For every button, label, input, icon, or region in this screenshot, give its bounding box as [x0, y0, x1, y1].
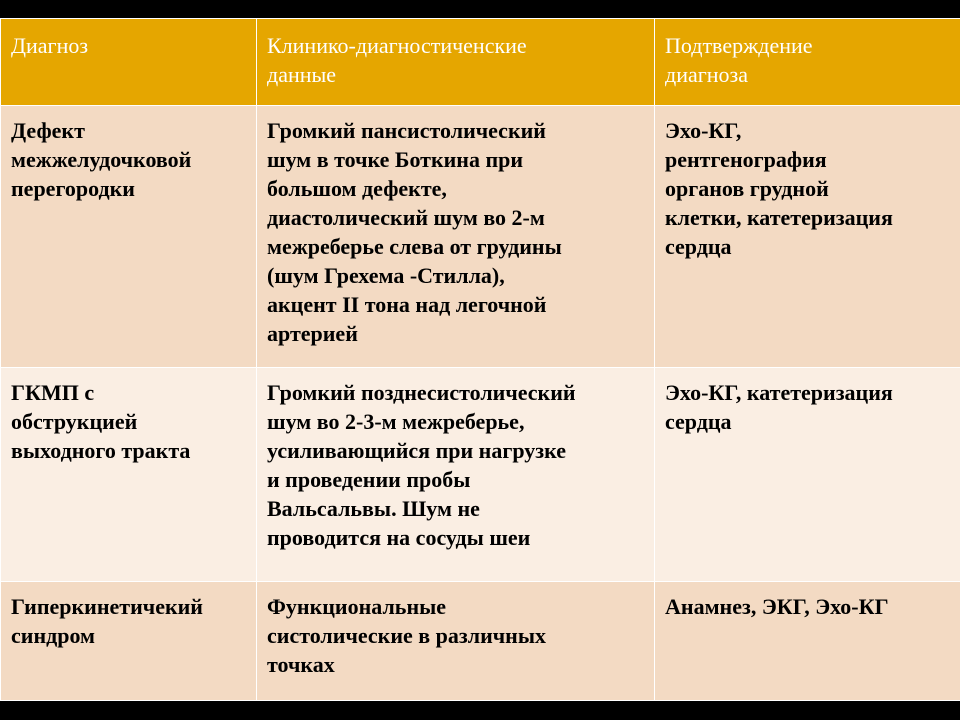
header-diagnosis: Диагноз: [1, 19, 257, 106]
cell-confirmation: Анамнез, ЭКГ, Эхо-КГ: [655, 582, 960, 701]
table-row: [1, 368, 960, 582]
cell-diagnosis: ГКМП с обструкцией выходного тракта: [1, 368, 257, 582]
cell-diagnosis: Гиперкинетичекий синдром: [1, 582, 257, 701]
table-row: [1, 582, 960, 701]
cell-confirmation: Эхо-КГ, рентгенография органов грудной клетки, катетеризация сердца: [655, 106, 960, 368]
table-row: [1, 106, 960, 368]
cell-confirmation: Эхо-КГ, катетеризация сердца: [655, 368, 960, 582]
cell-clinical-data: Функциональные систолические в различных точках: [257, 582, 655, 701]
header-clinical-data: Клинико-диагностиченские данные: [257, 19, 655, 106]
cell-diagnosis: Дефект межжелудочковой перегородки: [1, 106, 257, 368]
diagnosis-table: [0, 18, 960, 701]
header-confirmation: Подтверждение диагноза: [655, 19, 960, 106]
cell-clinical-data: Громкий пансистолический шум в точке Боткина при большом дефекте, диастолический шум во 2-м межреберье слева от грудины (шум Грехема -Стилла), акцент II тона над легочной артерией: [257, 106, 655, 368]
cell-clinical-data: Громкий позднесистолический шум во 2-3-м межреберье, усиливающийся при нагрузке и проведении пробы Вальсальвы. Шум не проводится на сосуды шеи: [257, 368, 655, 582]
table-header-row: [1, 19, 960, 106]
